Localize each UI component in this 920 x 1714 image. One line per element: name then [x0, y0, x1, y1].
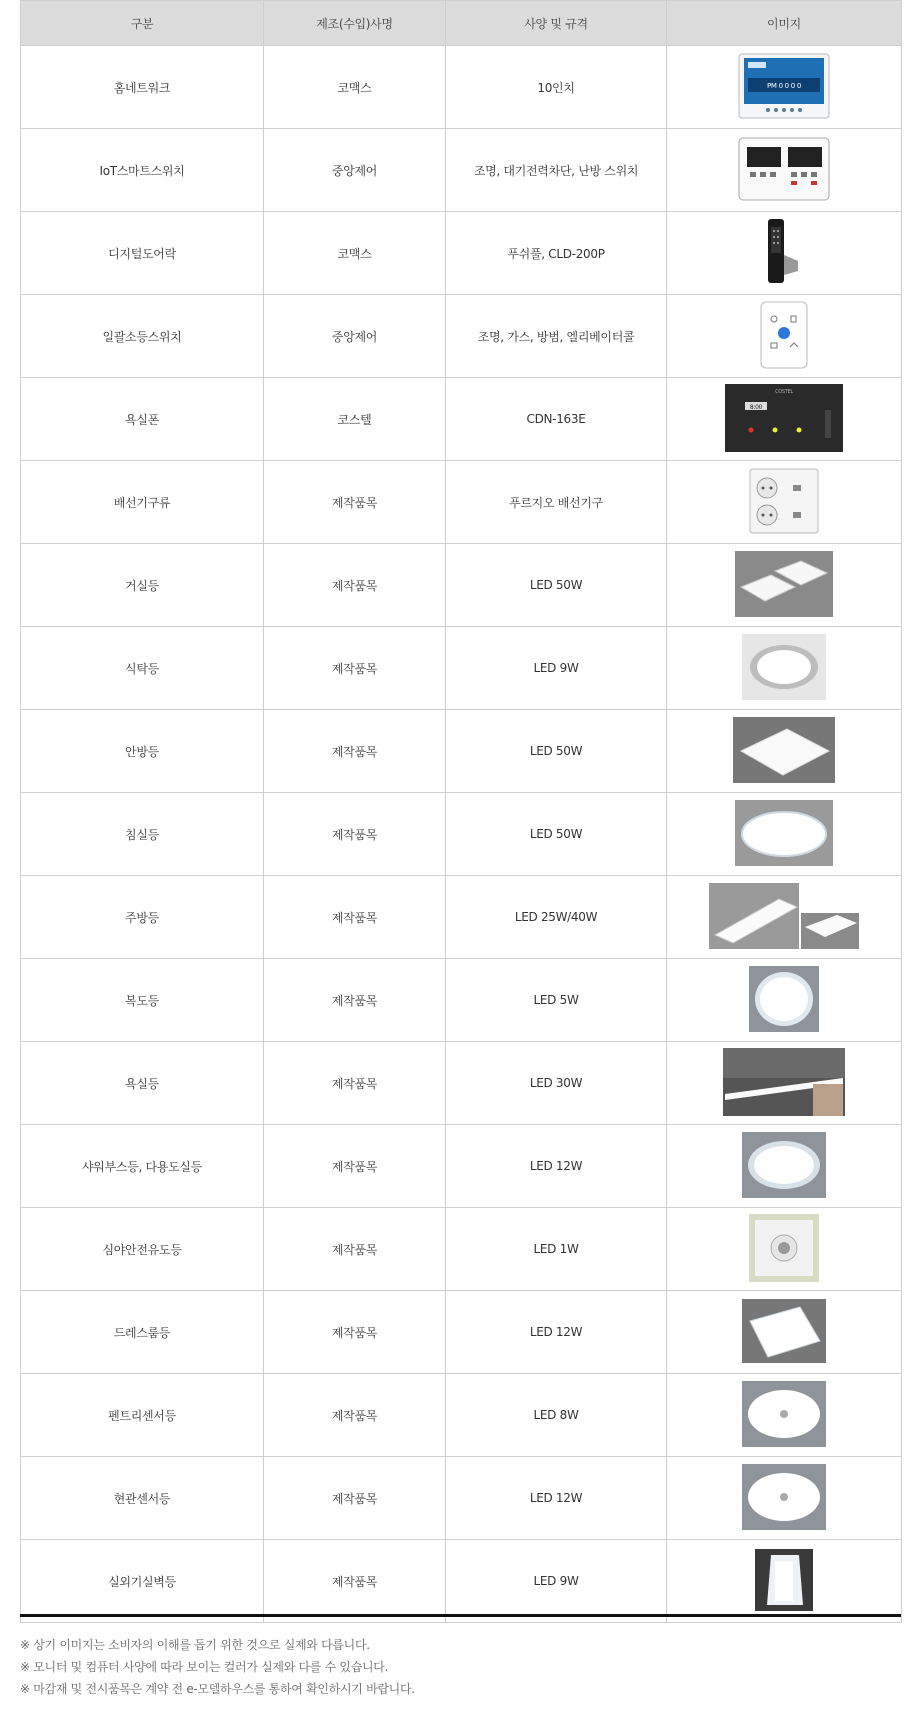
table-row [21, 212, 902, 295]
table-body [21, 46, 902, 1623]
cell-maker: 제작품목 [264, 876, 446, 959]
cell-image [667, 544, 902, 627]
cell-category: 안방등 [21, 710, 264, 793]
table-row [21, 959, 902, 1042]
table-row [21, 544, 902, 627]
pantry-sensor-light-icon [742, 1381, 826, 1450]
table-row [21, 129, 902, 212]
cell-category: 디지털도어락 [21, 212, 264, 295]
svg-text:COSTEL: COSTEL [775, 388, 793, 395]
cell-spec: 조명, 대기전력차단, 난방 스위치 [446, 129, 667, 212]
cell-category: 현관센서등 [21, 1457, 264, 1540]
outlet-icon [749, 468, 819, 537]
cell-image [667, 1042, 902, 1125]
cell-maker: 제작품목 [264, 544, 446, 627]
smart-switch-icon [738, 137, 830, 204]
note-line: ※ 마감재 및 전시품목은 계약 전 e-모델하우스를 통하여 확인하시기 바랍니다. [20, 1682, 415, 1696]
spec-table [20, 0, 902, 1623]
table-row [21, 378, 902, 461]
note-line: ※ 상기 이미지는 소비자의 이해를 돕기 위한 것으로 실제와 다릅니다. [20, 1638, 370, 1652]
cell-spec: LED 1W [446, 1208, 667, 1291]
cell-maker: 제작품목 [264, 1291, 446, 1374]
cell-maker: 제작품목 [264, 1457, 446, 1540]
master-switch-icon [760, 301, 808, 372]
notes [20, 1634, 901, 1700]
master-room-light-icon [733, 717, 835, 786]
cell-spec: CDN-163E [446, 378, 667, 461]
table-row [21, 1540, 902, 1623]
cell-maker: 중앙제어 [264, 295, 446, 378]
cell-image [667, 1125, 902, 1208]
cell-maker: 코스텔 [264, 378, 446, 461]
svg-text:8:00: 8:00 [749, 403, 763, 411]
cell-maker: 제작품목 [264, 461, 446, 544]
table-row [21, 1457, 902, 1540]
cell-maker: 제작품목 [264, 793, 446, 876]
cell-spec: 10인치 [446, 46, 667, 129]
header-maker: 제조(수입)사명 [264, 1, 446, 46]
table-row [21, 1374, 902, 1457]
cell-category: 욕실폰 [21, 378, 264, 461]
cell-maker: 제작품목 [264, 1042, 446, 1125]
cell-maker: 제작품목 [264, 1125, 446, 1208]
cell-maker: 코맥스 [264, 212, 446, 295]
dining-light-icon [742, 634, 826, 703]
cell-spec: LED 25W/40W [446, 876, 667, 959]
cell-maker: 제작품목 [264, 959, 446, 1042]
cell-category: 실외기실벽등 [21, 1540, 264, 1623]
cell-spec: LED 12W [446, 1457, 667, 1540]
table-row [21, 295, 902, 378]
divider [20, 1614, 901, 1617]
cell-image [667, 959, 902, 1042]
cell-image [667, 1291, 902, 1374]
cell-spec: LED 50W [446, 544, 667, 627]
table-row [21, 793, 902, 876]
cell-maker: 제작품목 [264, 710, 446, 793]
header-image: 이미지 [667, 1, 902, 46]
cell-spec: LED 8W [446, 1374, 667, 1457]
table-row [21, 461, 902, 544]
cell-spec: LED 9W [446, 1540, 667, 1623]
cell-maker: 제작품목 [264, 1208, 446, 1291]
cell-image [667, 1374, 902, 1457]
cell-category: 거실등 [21, 544, 264, 627]
table-row [21, 710, 902, 793]
cell-maker: 코맥스 [264, 46, 446, 129]
cell-category: 심야안전유도등 [21, 1208, 264, 1291]
wall-light-icon [755, 1549, 813, 1614]
cell-spec: LED 12W [446, 1291, 667, 1374]
door-lock-icon [764, 217, 804, 290]
hallway-light-icon [749, 966, 819, 1035]
cell-maker: 제작품목 [264, 1540, 446, 1623]
table-row [21, 627, 902, 710]
cell-spec: LED 30W [446, 1042, 667, 1125]
cell-category: 일괄소등스위치 [21, 295, 264, 378]
shower-light-icon [742, 1132, 826, 1201]
bathroom-phone-icon [725, 384, 843, 455]
cell-spec: LED 12W [446, 1125, 667, 1208]
table-row [21, 1291, 902, 1374]
cell-category: 홈네트워크 [21, 46, 264, 129]
cell-category: 침실등 [21, 793, 264, 876]
table-row [21, 1125, 902, 1208]
night-guide-light-icon [749, 1214, 819, 1285]
cell-image [667, 1540, 902, 1623]
table-row [21, 1042, 902, 1125]
cell-image [667, 129, 902, 212]
table-header-row [21, 1, 902, 46]
cell-spec: LED 5W [446, 959, 667, 1042]
cell-image [667, 212, 902, 295]
cell-category: 욕실등 [21, 1042, 264, 1125]
cell-maker: 제작품목 [264, 627, 446, 710]
svg-text:PM 0 0 0 0: PM 0 0 0 0 [767, 81, 801, 90]
cell-image [667, 1457, 902, 1540]
living-room-light-icon [735, 551, 833, 620]
cell-spec: LED 50W [446, 710, 667, 793]
cell-category: 주방등 [21, 876, 264, 959]
cell-image [667, 793, 902, 876]
entrance-sensor-light-icon [742, 1464, 826, 1533]
cell-image [667, 461, 902, 544]
cell-image [667, 295, 902, 378]
cell-maker: 제작품목 [264, 1374, 446, 1457]
table-row [21, 46, 902, 129]
cell-maker: 중앙제어 [264, 129, 446, 212]
header-category: 구분 [21, 1, 264, 46]
cell-category: 식탁등 [21, 627, 264, 710]
kitchen-light-icon [709, 883, 859, 952]
cell-image [667, 627, 902, 710]
cell-image [667, 378, 902, 461]
note-line: ※ 모니터 및 컴퓨터 사양에 따라 보이는 컬러가 실제와 다를 수 있습니다. [20, 1660, 389, 1674]
cell-image [667, 710, 902, 793]
table-row [21, 876, 902, 959]
cell-category: 배선기구류 [21, 461, 264, 544]
cell-spec: 푸르지오 배선기구 [446, 461, 667, 544]
dressroom-light-icon [742, 1299, 826, 1366]
header-spec: 사양 및 규격 [446, 1, 667, 46]
cell-spec: 푸쉬풀, CLD-200P [446, 212, 667, 295]
cell-image [667, 46, 902, 129]
cell-image [667, 1208, 902, 1291]
cell-spec: LED 50W [446, 793, 667, 876]
bathroom-light-icon [723, 1048, 845, 1119]
home-network-panel-icon [738, 53, 830, 122]
cell-category: 드레스룸등 [21, 1291, 264, 1374]
cell-category: 펜트리센서등 [21, 1374, 264, 1457]
bedroom-light-icon [735, 800, 833, 869]
cell-image [667, 876, 902, 959]
cell-category: 샤워부스등, 다용도실등 [21, 1125, 264, 1208]
cell-spec: 조명, 가스, 방범, 엘리베이터콜 [446, 295, 667, 378]
table-row [21, 1208, 902, 1291]
cell-category: 복도등 [21, 959, 264, 1042]
cell-spec: LED 9W [446, 627, 667, 710]
cell-category: IoT스마트스위치 [21, 129, 264, 212]
